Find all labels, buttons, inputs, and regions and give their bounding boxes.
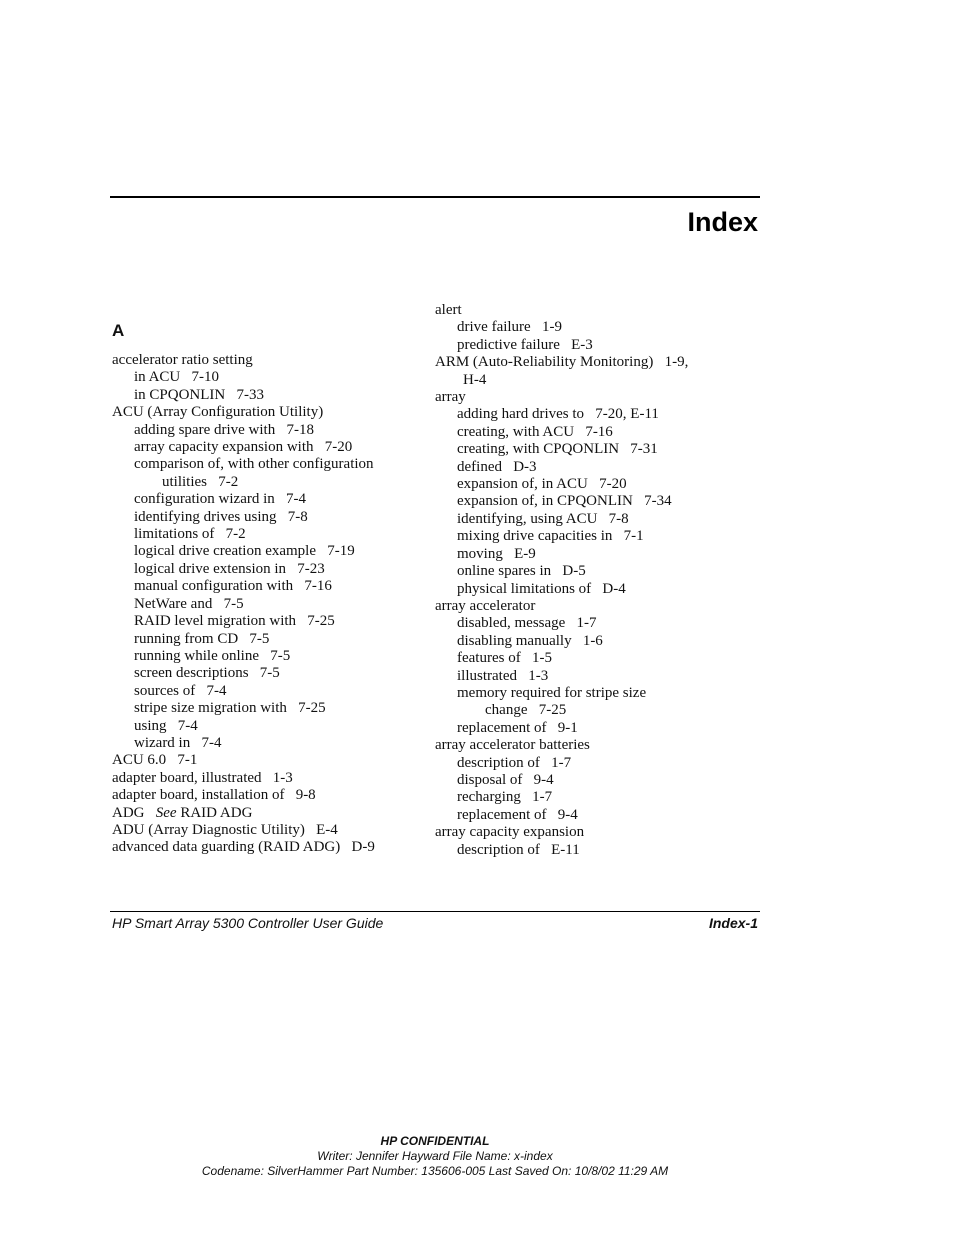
right-entries <box>435 302 735 859</box>
index-entry-text: mixing drive capacities in 7-1 <box>457 528 644 545</box>
index-entry <box>435 459 735 476</box>
index-entry-text: array capacity expansion with 7-20 <box>134 439 353 456</box>
index-entry-text: online spares in D-5 <box>457 563 586 580</box>
index-entry <box>112 491 412 508</box>
index-entry <box>112 631 412 648</box>
index-entry-text: array capacity expansion <box>435 824 585 841</box>
index-entry-text: ADG <box>112 804 156 821</box>
index-entry <box>435 650 735 667</box>
index-entry <box>112 509 412 526</box>
index-entry <box>112 543 412 560</box>
index-entry <box>112 474 412 491</box>
index-entry-text: advanced data guarding (RAID ADG) D-9 <box>112 839 375 856</box>
index-entry-text: ACU 6.0 7-1 <box>112 752 198 769</box>
index-entry-text: replacement of 9-1 <box>457 719 578 736</box>
index-entry-text: running while online 7-5 <box>134 647 291 664</box>
index-entry-text: wizard in 7-4 <box>134 734 222 751</box>
index-entry <box>435 389 735 406</box>
index-entry <box>112 770 412 787</box>
index-entry <box>435 581 735 598</box>
confidential-writer-line: Writer: Jennifer Hayward File Name: x-index <box>317 1149 553 1163</box>
index-entry <box>435 668 735 685</box>
index-entry-text: running from CD 7-5 <box>134 630 270 647</box>
index-entry-text: change 7-25 <box>485 702 567 719</box>
index-entry-text: identifying, using ACU 7-8 <box>457 510 629 527</box>
index-entry-text: in ACU 7-10 <box>134 369 220 386</box>
index-entry-text: adding spare drive with 7-18 <box>134 421 314 438</box>
index-entry-text: adapter board, installation of 9-8 <box>112 787 316 804</box>
index-entry-text: using 7-4 <box>134 717 198 734</box>
index-entry-text: ARM (Auto-Reliability Monitoring) 1-9, <box>435 354 689 371</box>
index-entry-text: moving E-9 <box>457 545 536 562</box>
index-entry <box>435 737 735 754</box>
footer-rule <box>110 911 760 912</box>
index-entry <box>112 805 412 822</box>
index-entry-text: sources of 7-4 <box>134 682 227 699</box>
index-entry-text: array <box>435 389 466 406</box>
index-entry-text: replacement of 9-4 <box>457 806 578 823</box>
confidential-label: HP CONFIDENTIAL <box>380 1134 490 1148</box>
index-entry-text: predictive failure E-3 <box>457 336 593 353</box>
header-rule <box>110 196 760 198</box>
index-entry <box>435 598 735 615</box>
index-entry <box>112 387 412 404</box>
index-entry-text: accelerator ratio setting <box>112 352 253 368</box>
index-entry <box>435 685 735 702</box>
index-entry <box>435 372 735 389</box>
index-entry <box>112 700 412 717</box>
index-entry <box>112 404 412 421</box>
index-entry-text: creating, with ACU 7-16 <box>457 423 613 440</box>
index-entry <box>435 493 735 510</box>
index-entry-text: adapter board, illustrated 1-3 <box>112 769 293 786</box>
index-entry <box>112 822 412 839</box>
index-entry <box>112 369 412 386</box>
index-column-left <box>112 322 412 857</box>
index-entry-text: comparison of, with other configuration <box>134 456 374 473</box>
index-entry <box>112 456 412 473</box>
index-entry-text: utilities 7-2 <box>162 473 239 490</box>
index-entry-text: creating, with CPQONLIN 7-31 <box>457 441 658 458</box>
index-entry-text: identifying drives using 7-8 <box>134 508 308 525</box>
footer-page-number: Index-1 <box>708 915 758 931</box>
index-entry <box>435 615 735 632</box>
index-entry-text: expansion of, in ACU 7-20 <box>457 476 627 493</box>
index-entry <box>435 720 735 737</box>
index-entry-text: adding hard drives to 7-20, E-11 <box>457 406 659 423</box>
index-entry-text: disposal of 9-4 <box>457 771 554 788</box>
index-entry-text: expansion of, in CPQONLIN 7-34 <box>457 493 672 510</box>
see-target: RAID ADG <box>176 804 253 821</box>
index-entry-text: array accelerator batteries <box>435 737 590 754</box>
index-entry-text: array accelerator <box>435 597 536 614</box>
index-entry-text: description of E-11 <box>457 841 580 858</box>
confidential-codename-line: Codename: SilverHammer Part Number: 135606-005 Last Saved On: 10/8/02 11:29 AM <box>201 1164 669 1178</box>
index-entry-text: ACU (Array Configuration Utility) <box>112 404 324 421</box>
index-entry <box>435 406 735 423</box>
index-entry <box>435 511 735 528</box>
index-entry <box>435 319 735 336</box>
index-entry-text: screen descriptions 7-5 <box>134 665 280 682</box>
index-entry <box>435 546 735 563</box>
index-entry <box>435 302 735 319</box>
index-entry <box>112 787 412 804</box>
index-entry-text: illustrated 1-3 <box>457 667 549 684</box>
section-letter: A <box>112 321 125 340</box>
index-entry <box>112 526 412 543</box>
index-entry-text: recharging 1-7 <box>457 789 553 806</box>
index-entry <box>112 752 412 769</box>
index-entry <box>112 648 412 665</box>
index-entry <box>435 563 735 580</box>
index-entry <box>435 807 735 824</box>
index-column-right <box>435 302 735 859</box>
index-entry <box>112 596 412 613</box>
footer-guide-title: HP Smart Array 5300 Controller User Guide <box>112 915 384 931</box>
index-entry <box>435 528 735 545</box>
index-entry-text: drive failure 1-9 <box>457 319 562 336</box>
index-entry <box>112 839 412 856</box>
index-entry-text: limitations of 7-2 <box>134 526 246 543</box>
index-entry <box>435 337 735 354</box>
index-entry-text: configuration wizard in 7-4 <box>134 491 307 508</box>
index-entry <box>112 735 412 752</box>
index-entry-text: ADU (Array Diagnostic Utility) E-4 <box>112 821 338 838</box>
index-entry <box>112 439 412 456</box>
index-entry <box>435 824 735 841</box>
index-entry <box>435 424 735 441</box>
index-entry-text: disabling manually 1-6 <box>457 632 603 649</box>
index-entry-text: physical limitations of D-4 <box>457 580 626 597</box>
index-entry-text: manual configuration with 7-16 <box>134 578 332 595</box>
index-entry <box>435 702 735 719</box>
index-entry-text: description of 1-7 <box>457 754 572 771</box>
index-entry <box>112 665 412 682</box>
index-entry-text: features of 1-5 <box>457 650 552 667</box>
index-entry-text: RAID level migration with 7-25 <box>134 613 335 630</box>
index-entry <box>435 441 735 458</box>
left-entries <box>112 352 412 857</box>
index-entry-text: disabled, message 1-7 <box>457 615 597 632</box>
page-title: Index <box>687 207 758 237</box>
index-entry <box>435 755 735 772</box>
index-entry-text: NetWare and 7-5 <box>134 595 244 612</box>
index-entry-text: stripe size migration with 7-25 <box>134 700 326 717</box>
index-entry <box>112 561 412 578</box>
index-entry <box>435 772 735 789</box>
index-entry <box>435 789 735 806</box>
index-entry-text: logical drive creation example 7-19 <box>134 543 355 560</box>
index-entry-text: H-4 <box>463 371 487 388</box>
index-entry <box>435 476 735 493</box>
index-entry <box>435 633 735 650</box>
index-entry <box>112 718 412 735</box>
index-entry <box>435 842 735 859</box>
index-entry <box>112 352 412 369</box>
index-entry <box>112 422 412 439</box>
index-entry <box>112 683 412 700</box>
index-entry-text: defined D-3 <box>457 458 537 475</box>
see-reference: See <box>155 804 177 821</box>
index-entry-text: in CPQONLIN 7-33 <box>134 386 264 403</box>
index-entry-text: logical drive extension in 7-23 <box>134 560 325 577</box>
index-entry-text: memory required for stripe size <box>457 684 647 701</box>
index-entry-text: alert <box>435 302 462 318</box>
index-entry <box>435 354 735 371</box>
confidential-block <box>0 1134 870 1179</box>
index-entry <box>112 578 412 595</box>
index-entry <box>112 613 412 630</box>
